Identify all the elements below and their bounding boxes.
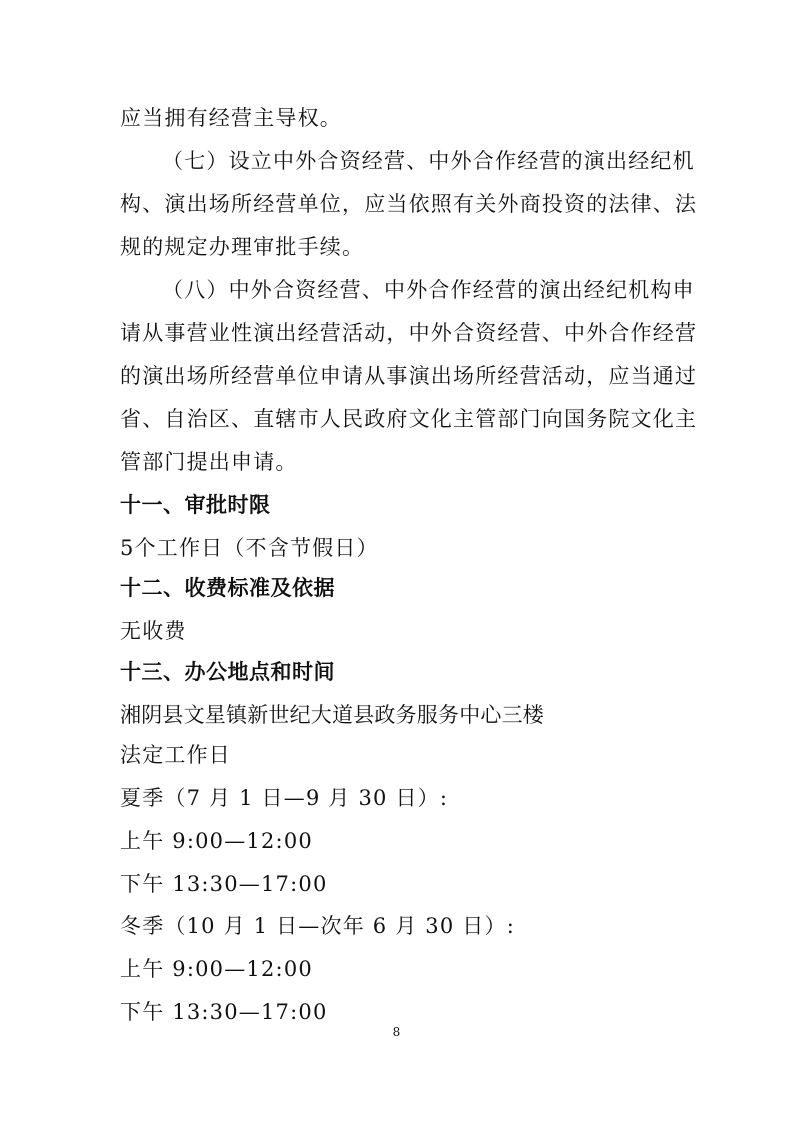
item-7-line-3: 规的规定办理审批手续。	[120, 235, 365, 259]
legal-workdays: 法定工作日	[120, 743, 231, 767]
item-8-line-1: （八）中外合资经营、中外合作经营的演出经纪机构申	[162, 278, 695, 302]
item-7-line-1: （七）设立中外合资经营、中外合作经营的演出经纪机	[162, 149, 695, 173]
section-13-heading: 十三、办公地点和时间	[120, 660, 335, 684]
item-8-line-5: 管部门提出申请。	[120, 450, 298, 474]
winter-morning-hours: 上午 9:00—12:00	[120, 957, 313, 981]
item-8-line-4: 省、自治区、直辖市人民政府文化主管部门向国务院文化主	[120, 407, 698, 431]
section-12-content: 无收费	[120, 619, 187, 643]
summer-morning-hours: 上午 9:00—12:00	[120, 829, 313, 853]
item-8-line-2: 请从事营业性演出经营活动，中外合资经营、中外合作经营	[120, 321, 698, 345]
summer-afternoon-hours: 下午 13:30—17:00	[120, 872, 328, 896]
section-11-content: 5个工作日（不含节假日）	[120, 536, 379, 560]
summer-hours-label: 夏季（7 月 1 日—9 月 30 日）:	[120, 786, 449, 810]
page-number: 8	[392, 1025, 401, 1039]
section-12-heading: 十二、收费标准及依据	[120, 576, 335, 600]
item-8-line-3: 的演出场所经营单位申请从事演出场所经营活动，应当通过	[120, 364, 698, 388]
winter-afternoon-hours: 下午 13:30—17:00	[120, 1000, 328, 1024]
office-address: 湘阴县文星镇新世纪大道县政务服务中心三楼	[120, 703, 544, 727]
section-11-heading: 十一、审批时限	[120, 493, 271, 517]
paragraph-continuation-line: 应当拥有经营主导权。	[120, 106, 342, 130]
item-7-line-2: 构、演出场所经营单位，应当依照有关外商投资的法律、法	[120, 192, 698, 216]
winter-hours-label: 冬季（10 月 1 日—次年 6 月 30 日）:	[120, 914, 515, 938]
